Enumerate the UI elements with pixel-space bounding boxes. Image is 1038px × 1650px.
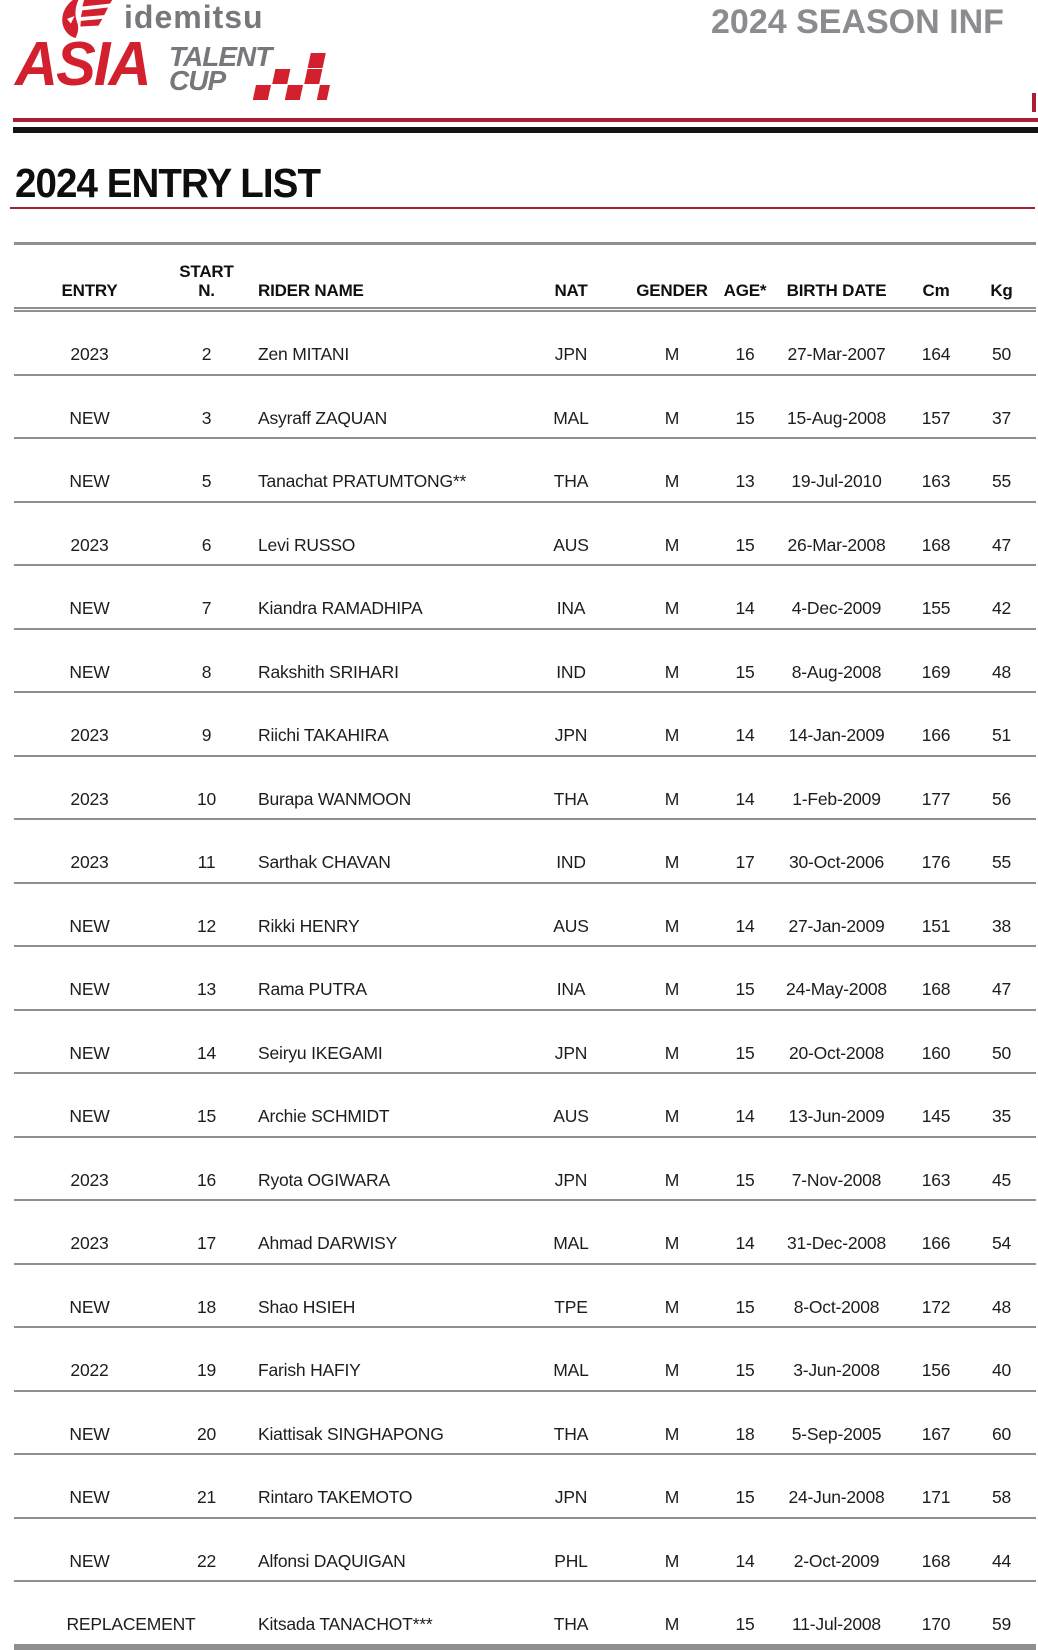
cell-cm: 166 [905,692,967,756]
cell-nat: MAL [520,375,622,439]
entry-row [14,629,1036,693]
cell-rider: Rakshith SRIHARI [248,629,520,693]
entry-row [14,692,1036,756]
cell-rider: Kiattisak SINGHAPONG [248,1391,520,1455]
cell-age: 14 [722,883,768,947]
cell-nat: INA [520,946,622,1010]
page-title: 2024 ENTRY LIST [15,160,321,206]
table-body [14,310,1036,1647]
cell-birth_date: 24-Jun-2008 [768,1454,905,1518]
col-header-start_no: START N. [165,244,248,310]
cell-gender: M [622,1073,722,1137]
cell-start_no: 10 [165,756,248,820]
cell-entry: NEW [14,438,165,502]
cell-rider: Zen MITANI [258,344,350,365]
entry-row [14,310,1036,375]
cell-age: 14 [722,565,768,629]
cell-cm: 167 [905,1391,967,1455]
cell-age: 15 [722,1010,768,1074]
cell-cm: 166 [905,1200,967,1264]
cell-cm: 170 [905,1581,967,1647]
cell-rider: Riichi TAKAHIRA [248,692,520,756]
cell-age: 17 [722,819,768,883]
cell-age: 14 [722,756,768,820]
cell-gender: M [622,502,722,566]
cell-nat: IND [520,629,622,693]
cell-gender: M [622,819,722,883]
cell-kg: 45 [967,1137,1036,1201]
cell-birth_date: 14-Jan-2009 [768,692,905,756]
cell-kg: 37 [967,375,1036,439]
cell-start_no: 5 [165,438,248,502]
table-header-row [14,244,1036,310]
cell-start_no: 14 [165,1010,248,1074]
cell-kg: 55 [967,438,1036,502]
cell-rider: Burapa WANMOON [248,756,520,820]
cell-entry: 2022 [14,1327,165,1391]
cell-rider: Rintaro TAKEMOTO [248,1454,520,1518]
cell-birth_date: 11-Jul-2008 [768,1581,905,1647]
cell-entry: NEW [14,1264,165,1328]
col-header-entry: ENTRY [14,244,165,310]
entry-table [14,242,1036,1650]
cell-age: 18 [722,1391,768,1455]
cell-gender: M [622,629,722,693]
cell-rider: Levi RUSSO [248,502,520,566]
cell-start_no: 15 [165,1073,248,1137]
cell-kg: 47 [967,502,1036,566]
cell-kg: 38 [967,883,1036,947]
cutoff-red-mark [1032,93,1036,112]
cell-age: 13 [722,438,768,502]
cell-birth_date: 20-Oct-2008 [768,1010,905,1074]
cell-age: 15 [722,629,768,693]
cell-cm: 145 [905,1073,967,1137]
entry-row [14,1327,1036,1391]
cell-entry: NEW [14,375,165,439]
cell-cm: 151 [905,883,967,947]
cell-age: 14 [722,692,768,756]
cell-entry: NEW [14,1454,165,1518]
cell-birth_date: 30-Oct-2006 [768,819,905,883]
cell-nat: JPN [520,692,622,756]
cell-birth_date: 8-Aug-2008 [768,629,905,693]
table-header [14,244,1036,310]
col-header-age: AGE* [722,244,768,310]
cell-nat: AUS [520,502,622,566]
cell-gender: M [622,1454,722,1518]
cell-entry: NEW [14,565,165,629]
cell-cm: 160 [905,1010,967,1074]
cell-kg: 35 [967,1073,1036,1137]
title-underline [10,207,1035,209]
cell-gender: M [622,756,722,820]
cell-gender: M [622,565,722,629]
cell-age: 14 [722,1200,768,1264]
cell-start_no: 7 [165,565,248,629]
cell-start_no: 6 [165,502,248,566]
entry-row [14,502,1036,566]
cell-kg: 44 [967,1518,1036,1582]
cell-birth_date: 24-May-2008 [768,946,905,1010]
cell-kg: 50 [991,344,1012,365]
cell-cm: 169 [905,629,967,693]
cell-rider: Sarthak CHAVAN [248,819,520,883]
idemitsu-wordmark: idemitsu [124,0,264,35]
col-header-nat: NAT [520,244,622,310]
col-header-kg: Kg [967,244,1036,310]
cell-kg: 60 [967,1391,1036,1455]
cell-cm: 155 [905,565,967,629]
col-header-cm: Cm [905,244,967,310]
cell-kg: 55 [967,819,1036,883]
cell-start_no: 18 [165,1264,248,1328]
cell-entry: NEW [14,629,165,693]
cell-birth_date: 4-Dec-2009 [768,565,905,629]
cell-start_no: 21 [165,1454,248,1518]
cell-gender: M [622,1518,722,1582]
cell-cm: 176 [905,819,967,883]
cell-age: 15 [722,1137,768,1201]
cell-nat: AUS [520,1073,622,1137]
cell-start_no: 9 [165,692,248,756]
cell-entry: REPLACEMENT [14,1581,248,1647]
col-header-birth_date: BIRTH DATE [768,244,905,310]
cell-rider: Ryota OGIWARA [248,1137,520,1201]
cell-nat: IND [520,819,622,883]
cell-rider: Archie SCHMIDT [248,1073,520,1137]
cell-age: 15 [722,1264,768,1328]
cell-kg: 56 [967,756,1036,820]
cell-nat: MAL [520,1327,622,1391]
entry-row [14,946,1036,1010]
cell-kg: 42 [967,565,1036,629]
entry-row [14,565,1036,629]
entry-row [14,756,1036,820]
cell-nat: TPE [520,1264,622,1328]
cell-age: 16 [735,344,755,365]
cell-kg: 48 [967,629,1036,693]
cell-kg: 50 [967,1010,1036,1074]
cell-start_no: 22 [165,1518,248,1582]
cell-cm: 177 [905,756,967,820]
cell-birth_date: 8-Oct-2008 [768,1264,905,1328]
cell-entry: 2023 [14,819,165,883]
cell-birth_date: 27-Jan-2009 [768,883,905,947]
cell-entry: NEW [14,1010,165,1074]
cell-nat: THA [520,1391,622,1455]
cell-kg: 54 [967,1200,1036,1264]
cell-start_no: 8 [165,629,248,693]
cell-rider: Shao HSIEH [248,1264,520,1328]
cell-entry: NEW [14,1391,165,1455]
cell-gender: M [622,883,722,947]
entry-row [14,1264,1036,1328]
cell-kg: 59 [967,1581,1036,1647]
entry-row [14,1200,1036,1264]
cell-rider: Kiandra RAMADHIPA [248,565,520,629]
cell-nat: JPN [520,1137,622,1201]
cell-gender: M [622,692,722,756]
cell-start_no: 3 [165,375,248,439]
cell-birth_date: 7-Nov-2008 [768,1137,905,1201]
cell-start_no: 12 [165,883,248,947]
talent-wordmark: TALENT [169,41,272,72]
cell-rider: Ahmad DARWISY [248,1200,520,1264]
cup-wordmark: CUP [169,65,226,96]
entry-row [14,819,1036,883]
cell-rider: Kitsada TANACHOT*** [248,1581,520,1647]
cell-birth_date: 13-Jun-2009 [768,1073,905,1137]
cell-rider: Rama PUTRA [248,946,520,1010]
cell-entry: 2023 [14,756,165,820]
cell-entry: NEW [14,883,165,947]
cell-age: 15 [722,1327,768,1391]
cell-age: 15 [722,1581,768,1647]
cell-rider: Tanachat PRATUMTONG** [248,438,520,502]
cell-age: 15 [722,502,768,566]
asia-wordmark: ASIA [15,30,150,99]
entry-row [14,1137,1036,1201]
cell-nat: AUS [520,883,622,947]
cell-cm: 168 [905,1518,967,1582]
cell-kg: 51 [967,692,1036,756]
cell-entry: 2023 [14,1200,165,1264]
cell-cm: 164 [921,344,951,365]
cell-start_no: 16 [165,1137,248,1201]
cell-cm: 163 [905,1137,967,1201]
cell-cm: 171 [905,1454,967,1518]
cell-nat: THA [520,756,622,820]
cell-birth_date: 5-Sep-2005 [768,1391,905,1455]
cell-nat: THA [520,438,622,502]
cell-gender: M [622,1391,722,1455]
cell-nat: JPN [554,344,588,365]
entry-row [14,1581,1036,1647]
entry-row [14,438,1036,502]
checkered-flag-icon [241,52,323,102]
cell-birth_date: 3-Jun-2008 [768,1327,905,1391]
cell-birth_date: 15-Aug-2008 [768,375,905,439]
cell-entry: NEW [14,946,165,1010]
cell-start_no: 13 [165,946,248,1010]
cell-gender: M [622,438,722,502]
cell-start_no: 11 [165,819,248,883]
cell-birth_date: 27-Mar-2007 [787,344,886,365]
cell-kg: 40 [967,1327,1036,1391]
cell-gender: M [622,1200,722,1264]
cell-entry: 2023 [14,502,165,566]
cell-gender: M [622,1581,722,1647]
entry-row [14,375,1036,439]
cell-cm: 156 [905,1327,967,1391]
cell-start_no: 17 [165,1200,248,1264]
col-header-gender: GENDER [622,244,722,310]
cell-nat: JPN [520,1010,622,1074]
cell-start_no: 20 [165,1391,248,1455]
cell-nat: JPN [520,1454,622,1518]
cell-start_no: 19 [165,1327,248,1391]
cell-gender: M [622,946,722,1010]
cell-gender: M [622,375,722,439]
cell-gender: M [622,1327,722,1391]
season-info-title: 2024 SEASON INF [711,3,1004,41]
cell-cm: 168 [905,502,967,566]
cell-gender: M [622,1137,722,1201]
cell-gender: M [622,1264,722,1328]
cell-kg: 58 [967,1454,1036,1518]
cell-entry: 2023 [14,1137,165,1201]
cell-birth_date: 19-Jul-2010 [768,438,905,502]
header-black-rule [13,127,1038,133]
cell-rider: Alfonsi DAQUIGAN [248,1518,520,1582]
entry-row [14,1454,1036,1518]
cell-nat: INA [520,565,622,629]
cell-age: 15 [722,1454,768,1518]
col-header-rider: RIDER NAME [248,244,520,310]
cell-age: 15 [722,946,768,1010]
cell-entry: 2023 [70,344,109,365]
cell-age: 14 [722,1518,768,1582]
cell-entry: 2023 [14,692,165,756]
entry-row [14,1010,1036,1074]
cell-birth_date: 31-Dec-2008 [768,1200,905,1264]
cell-rider: Asyraff ZAQUAN [248,375,520,439]
cell-kg: 47 [967,946,1036,1010]
cell-gender: M [622,1010,722,1074]
cell-kg: 48 [967,1264,1036,1328]
cell-start_no: 2 [201,344,212,365]
cell-entry: NEW [14,1518,165,1582]
cell-gender: M [664,344,680,365]
cell-age: 15 [722,375,768,439]
cell-nat: PHL [520,1518,622,1582]
cell-age: 14 [722,1073,768,1137]
cell-nat: MAL [520,1200,622,1264]
cell-cm: 157 [905,375,967,439]
entry-row [14,883,1036,947]
cell-rider: Seiryu IKEGAMI [248,1010,520,1074]
cell-cm: 172 [905,1264,967,1328]
cell-birth_date: 1-Feb-2009 [768,756,905,820]
entry-row [14,1518,1036,1582]
header-red-rule [13,118,1038,122]
cell-birth_date: 26-Mar-2008 [768,502,905,566]
entry-row [14,1391,1036,1455]
cell-rider: Farish HAFIY [248,1327,520,1391]
cell-entry: NEW [14,1073,165,1137]
entry-row [14,1073,1036,1137]
cell-nat: THA [520,1581,622,1647]
cell-birth_date: 2-Oct-2009 [768,1518,905,1582]
cell-cm: 163 [905,438,967,502]
cell-rider: Rikki HENRY [248,883,520,947]
cell-cm: 168 [905,946,967,1010]
